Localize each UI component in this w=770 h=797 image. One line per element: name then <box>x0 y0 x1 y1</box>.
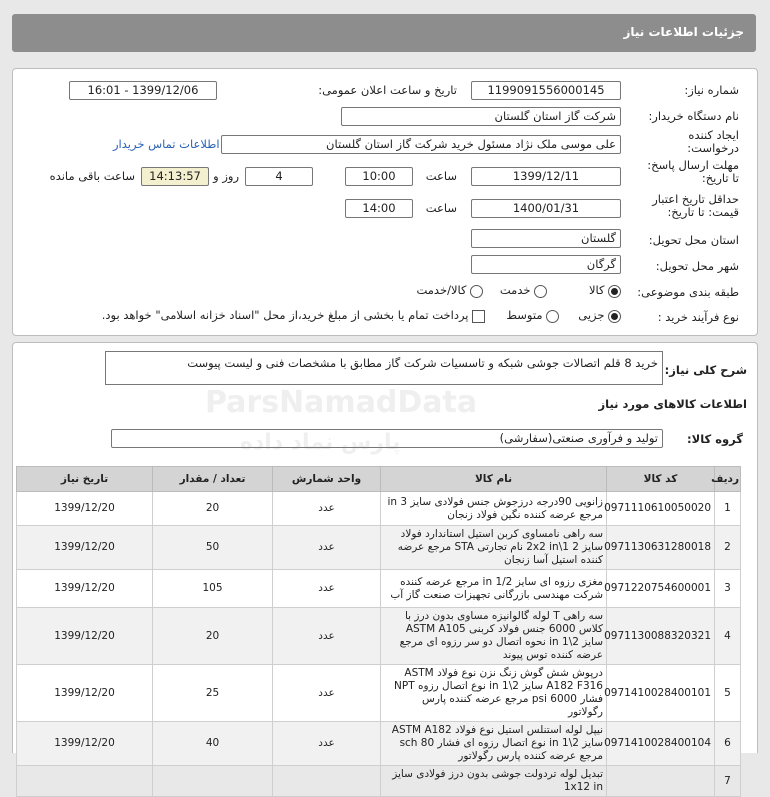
col-qty-header: تعداد / مقدار <box>153 467 273 492</box>
cell-name: درپوش شش گوش زنگ نزن نوع فولاد ASTM A182 F316 سایز 2\1 in نوع اتصال رزوه NPT فشار 6000 psi مرجع عرضه کننده پارس رگولاتور <box>381 665 607 722</box>
cell-date: 1399/12/20 <box>17 492 153 526</box>
table-row[interactable] <box>17 608 741 665</box>
buyer-label: نام دستگاه خریدار: <box>648 109 739 123</box>
cell-unit: عدد <box>273 526 381 570</box>
need-info-panel <box>12 68 758 336</box>
cell-index: 3 <box>715 570 741 608</box>
cell-unit: عدد <box>273 570 381 608</box>
cell-date: 1399/12/20 <box>17 526 153 570</box>
cell-code: 0971410028400101 <box>607 665 715 722</box>
cell-index: 2 <box>715 526 741 570</box>
cell-qty: 20 <box>153 492 273 526</box>
days-field: 4 <box>245 167 313 186</box>
province-label: استان محل تحویل: <box>648 233 739 247</box>
process-option-medium[interactable]: متوسط <box>506 308 559 323</box>
province-field: گلستان <box>471 229 621 248</box>
cell-name: سه راهی نامساوی کربن استیل استاندارد فولاد سایز 2 2x2 in\1 نام تجارتی STA مرجع عرضه کننده استیل آسا زنجان <box>381 526 607 570</box>
cell-code: 0971130088320321 <box>607 608 715 665</box>
description-label: شرح کلی نیاز: <box>664 363 747 377</box>
col-index-header: ردیف <box>715 467 741 492</box>
table-row[interactable] <box>17 766 741 797</box>
page-header <box>12 14 756 52</box>
cell-unit: عدد <box>273 665 381 722</box>
col-unit-header: واحد شمارش <box>273 467 381 492</box>
cell-qty: 40 <box>153 722 273 766</box>
cell-date: 1399/12/20 <box>17 570 153 608</box>
cell-unit: عدد <box>273 492 381 526</box>
city-label: شهر محل تحویل: <box>655 259 739 273</box>
cell-name: زانویی 90درجه درزجوش جنس فولادی سایز 3 in مرجع عرضه کننده نگین فولاد زنجان <box>381 492 607 526</box>
radio-icon <box>534 285 547 298</box>
cell-index: 7 <box>715 766 741 797</box>
cell-date: 1399/12/20 <box>17 722 153 766</box>
validity-date-field: 1400/01/31 <box>471 199 621 218</box>
creator-label: ایجاد کننده درخواست: <box>687 128 739 155</box>
checkbox-icon <box>472 310 485 323</box>
description-field <box>105 351 663 385</box>
cell-unit <box>273 766 381 797</box>
cell-qty: 105 <box>153 570 273 608</box>
items-section-title: اطلاعات کالاهای مورد نیاز <box>598 397 747 411</box>
table-row[interactable] <box>17 492 741 526</box>
category-option-goods[interactable]: کالا <box>589 283 621 298</box>
days-label: روز و <box>213 169 239 183</box>
need-number-label: شماره نیاز: <box>684 83 739 97</box>
col-code-header: کد کالا <box>607 467 715 492</box>
table-header-row <box>17 467 741 492</box>
group-field: تولید و فرآوری صنعتی(سفارشی) <box>111 429 663 448</box>
cell-code: 0971220754600001 <box>607 570 715 608</box>
cell-date: 1399/12/20 <box>17 608 153 665</box>
deadline-time-field: 10:00 <box>345 167 413 186</box>
deadline-label: مهلت ارسال پاسخ: تا تاریخ: <box>647 158 739 185</box>
validity-time-label: ساعت <box>425 201 457 215</box>
cell-index: 6 <box>715 722 741 766</box>
validity-label: حداقل تاریخ اعتبار قیمت: تا تاریخ: <box>652 192 739 219</box>
cell-unit: عدد <box>273 722 381 766</box>
city-field: گرگان <box>471 255 621 274</box>
process-label: نوع فرآیند خرید : <box>657 310 739 324</box>
treasury-payment-checkbox[interactable]: پرداخت تمام یا بخشی از مبلغ خرید،از محل "اسناد خزانه اسلامی" خواهد بود. <box>102 308 485 323</box>
radio-selected-icon <box>608 285 621 298</box>
table-row[interactable] <box>17 526 741 570</box>
col-date-header: تاریخ نیاز <box>17 467 153 492</box>
cell-date <box>17 766 153 797</box>
cell-name: نیپل لوله استنلس استیل نوع فولاد ASTM A182 سایز 2\1 in نوع اتصال رزوه ای فشار sch 80 مرجع عرضه کننده پارس رگولاتور <box>381 722 607 766</box>
cell-unit: عدد <box>273 608 381 665</box>
group-label: گروه کالا: <box>687 432 743 446</box>
cell-name: تبدیل لوله تردولت جوشی بدون درز فولادی سایز 1x12 in <box>381 766 607 797</box>
announce-label: تاریخ و ساعت اعلان عمومی: <box>318 83 457 97</box>
radio-icon <box>546 310 559 323</box>
radio-selected-icon <box>608 310 621 323</box>
process-option-minor[interactable]: جزیی <box>578 308 621 323</box>
col-name-header: نام کالا <box>381 467 607 492</box>
category-option-both[interactable]: کالا/خدمت <box>416 283 483 298</box>
creator-field: علی موسی ملک نژاد مسئول خرید شرکت گاز استان گلستان <box>221 135 621 154</box>
category-option-service[interactable]: خدمت <box>500 283 547 298</box>
announce-field: 1399/12/06 - 16:01 <box>69 81 217 100</box>
cell-qty: 20 <box>153 608 273 665</box>
remaining-time-field: 14:13:57 <box>141 167 209 186</box>
cell-qty: 50 <box>153 526 273 570</box>
items-table <box>16 466 741 797</box>
cell-index: 4 <box>715 608 741 665</box>
validity-time-field: 14:00 <box>345 199 413 218</box>
radio-icon <box>470 285 483 298</box>
cell-index: 5 <box>715 665 741 722</box>
cell-name: سه راهی T لوله گالوانیزه مساوی بدون درز با کلاس 6000 جنس فولاد کربنی ASTM A105 سایز 2\1 in نحوه اتصال دو سر رزوه ای مرجع عرضه کننده توس پیوند <box>381 608 607 665</box>
category-label: طبقه بندی موضوعی: <box>637 285 739 299</box>
cell-code <box>607 766 715 797</box>
remaining-label: ساعت باقی مانده <box>49 169 135 183</box>
contact-buyer-link[interactable]: اطلاعات تماس خریدار <box>113 137 220 151</box>
cell-index: 1 <box>715 492 741 526</box>
deadline-time-label: ساعت <box>425 169 457 183</box>
cell-code: 0971410028400104 <box>607 722 715 766</box>
cell-qty <box>153 766 273 797</box>
description-text: خرید 8 قلم اتصالات جوشی شبکه و تاسسیات شرکت گاز مطابق با مشخصات فنی و لیست پیوست <box>187 356 658 370</box>
table-row[interactable] <box>17 570 741 608</box>
cell-code: 0971130631280018 <box>607 526 715 570</box>
table-row[interactable] <box>17 665 741 722</box>
cell-code: 0971110610050020 <box>607 492 715 526</box>
deadline-date-field: 1399/12/11 <box>471 167 621 186</box>
buyer-field: شرکت گاز استان گلستان <box>341 107 621 126</box>
cell-name: مغزی رزوه ای سایز 1/2 in مرجع عرضه کننده شرکت مهندسی بازرگانی تجهیزات صنعت گاز آب <box>381 570 607 608</box>
need-number-field: 1199091556000145 <box>471 81 621 100</box>
table-row[interactable] <box>17 722 741 766</box>
cell-date: 1399/12/20 <box>17 665 153 722</box>
cell-qty: 25 <box>153 665 273 722</box>
page-title: جزئیات اطلاعات نیاز <box>623 25 744 39</box>
